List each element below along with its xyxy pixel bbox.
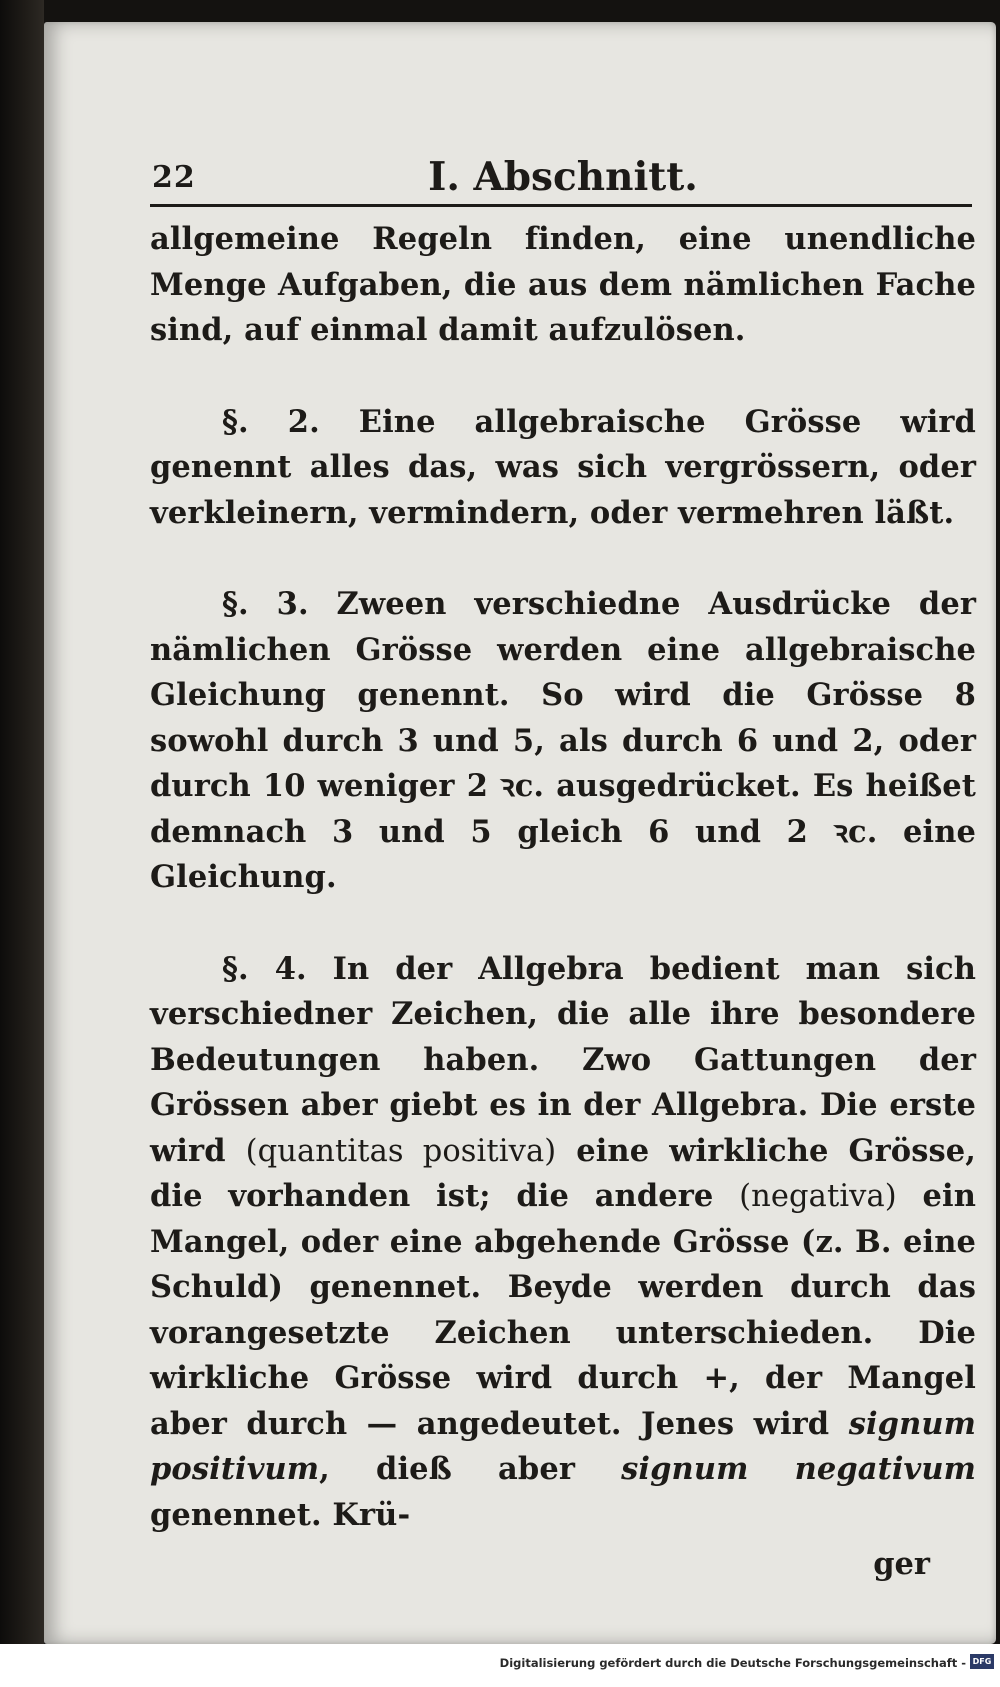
dfg-logo: DFG <box>970 1654 994 1669</box>
paragraph <box>150 217 976 354</box>
italic-latin-term: signum negativum <box>621 1451 977 1487</box>
italic-latin-term: signum positivum <box>150 1405 976 1487</box>
footer-credit: Digitalisierung gefördert durch die Deutsche Forschungsgemeinschaft - <box>499 1656 966 1670</box>
body-text <box>150 217 976 1538</box>
text-run: §. 4. In der Allgebra bedient man sich verschiedner Zeichen, die alle ihre besondere Bedeutungen haben. Zwo Gattungen der Grössen aber giebt es in der Allgebra. Die erste wird <box>150 950 976 1169</box>
text-run: allgemeine Regeln finden, eine unendliche Menge Aufgaben, die aus dem nämlichen Fache sind, auf einmal damit aufzulösen. <box>150 221 976 348</box>
latin-term: (quantitas positiva) <box>245 1133 557 1169</box>
book-binding-edge <box>0 0 44 1687</box>
latin-term: (negativa) <box>739 1179 897 1214</box>
digitization-footer <box>0 1644 1000 1687</box>
text-run: genennet. Krü- <box>150 1496 411 1533</box>
text-run: §. 3. Zween verschiedne Ausdrücke der nämlichen Grösse werden eine allgebraische Gleichung genennt. So wird die Grösse 8 sowohl durch 3 und 5, als durch 6 und 2, oder durch 10 weniger 2 ꝛc. ausgedrücket. Es heißet demnach 3 und 5 gleich 6 und 2 ꝛc. eine Gleichung. <box>150 586 976 895</box>
running-head <box>150 132 976 204</box>
text-run: eine wirkliche Grösse, die vorhanden ist; die andere <box>150 1132 976 1214</box>
catchword: ger <box>873 1546 930 1582</box>
paragraph <box>150 582 976 901</box>
book-page <box>44 22 996 1644</box>
text-run: ein Mangel, oder eine abgehende Grösse (z. B. eine Schuld) genennet. Beyde werden durch das vorangesetzte Zeichen unterschieden. Die wirkliche Grösse wird durch +, der Mangel aber durch — angedeutet. Jenes wird <box>150 1178 976 1442</box>
paragraph <box>150 400 976 537</box>
header-rule <box>150 204 972 207</box>
text-run: §. 2. Eine allgebraische Grösse wird genennt alles das, was sich vergrössern, oder verkleinern, vermindern, oder vermehren läßt. <box>150 403 976 531</box>
page-number: 22 <box>152 160 196 195</box>
paragraph <box>150 947 976 1539</box>
text-run: , dieß aber <box>319 1451 622 1487</box>
chapter-title: I. Abschnitt. <box>428 154 698 200</box>
page-content <box>150 132 976 1582</box>
